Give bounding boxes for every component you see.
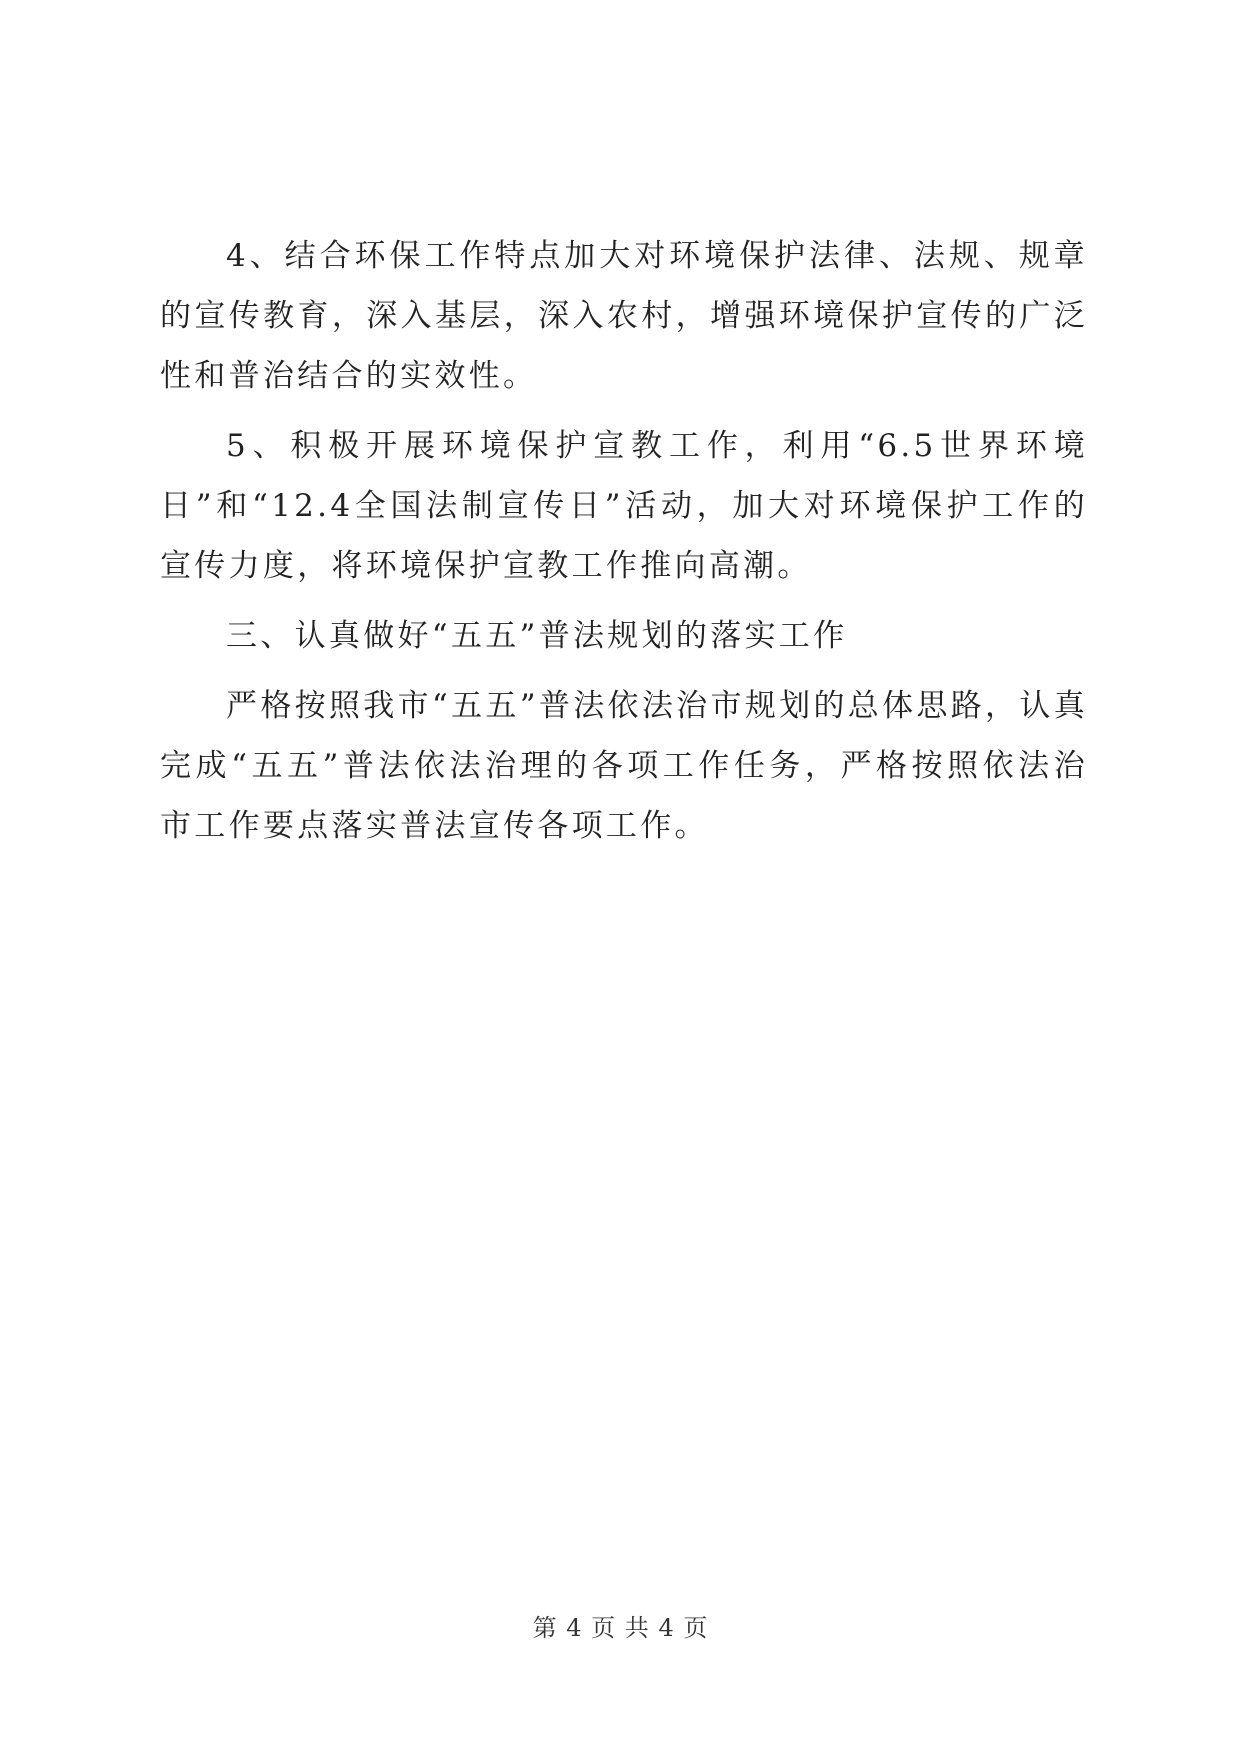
document-body <box>160 226 1088 866</box>
page-number-footer: 第 4 页 共 4 页 <box>532 1614 709 1642</box>
paragraph-item-4: 4、结合环保工作特点加大对环境保护法律、法规、规章的宣传教育，深入基层，深入农村，增强环境保护宣传的广泛性和普治结合的实效性。 <box>160 238 1088 394</box>
paragraph-item-5: 5、积极开展环境保护宣教工作，利用“6.5世界环境日”和“12.4全国法制宣传日”活动，加大对环境保护工作的宣传力度，将环境保护宣教工作推向高潮。 <box>160 428 1088 584</box>
section-heading: 三、认真做好“五五”普法规划的落实工作 <box>226 618 848 654</box>
closing-paragraph: 严格按照我市“五五”普法依法治市规划的总体思路，认真完成“五五”普法依法治理的各项工作任务，严格按照依法治市工作要点落实普法宣传各项工作。 <box>160 688 1088 844</box>
